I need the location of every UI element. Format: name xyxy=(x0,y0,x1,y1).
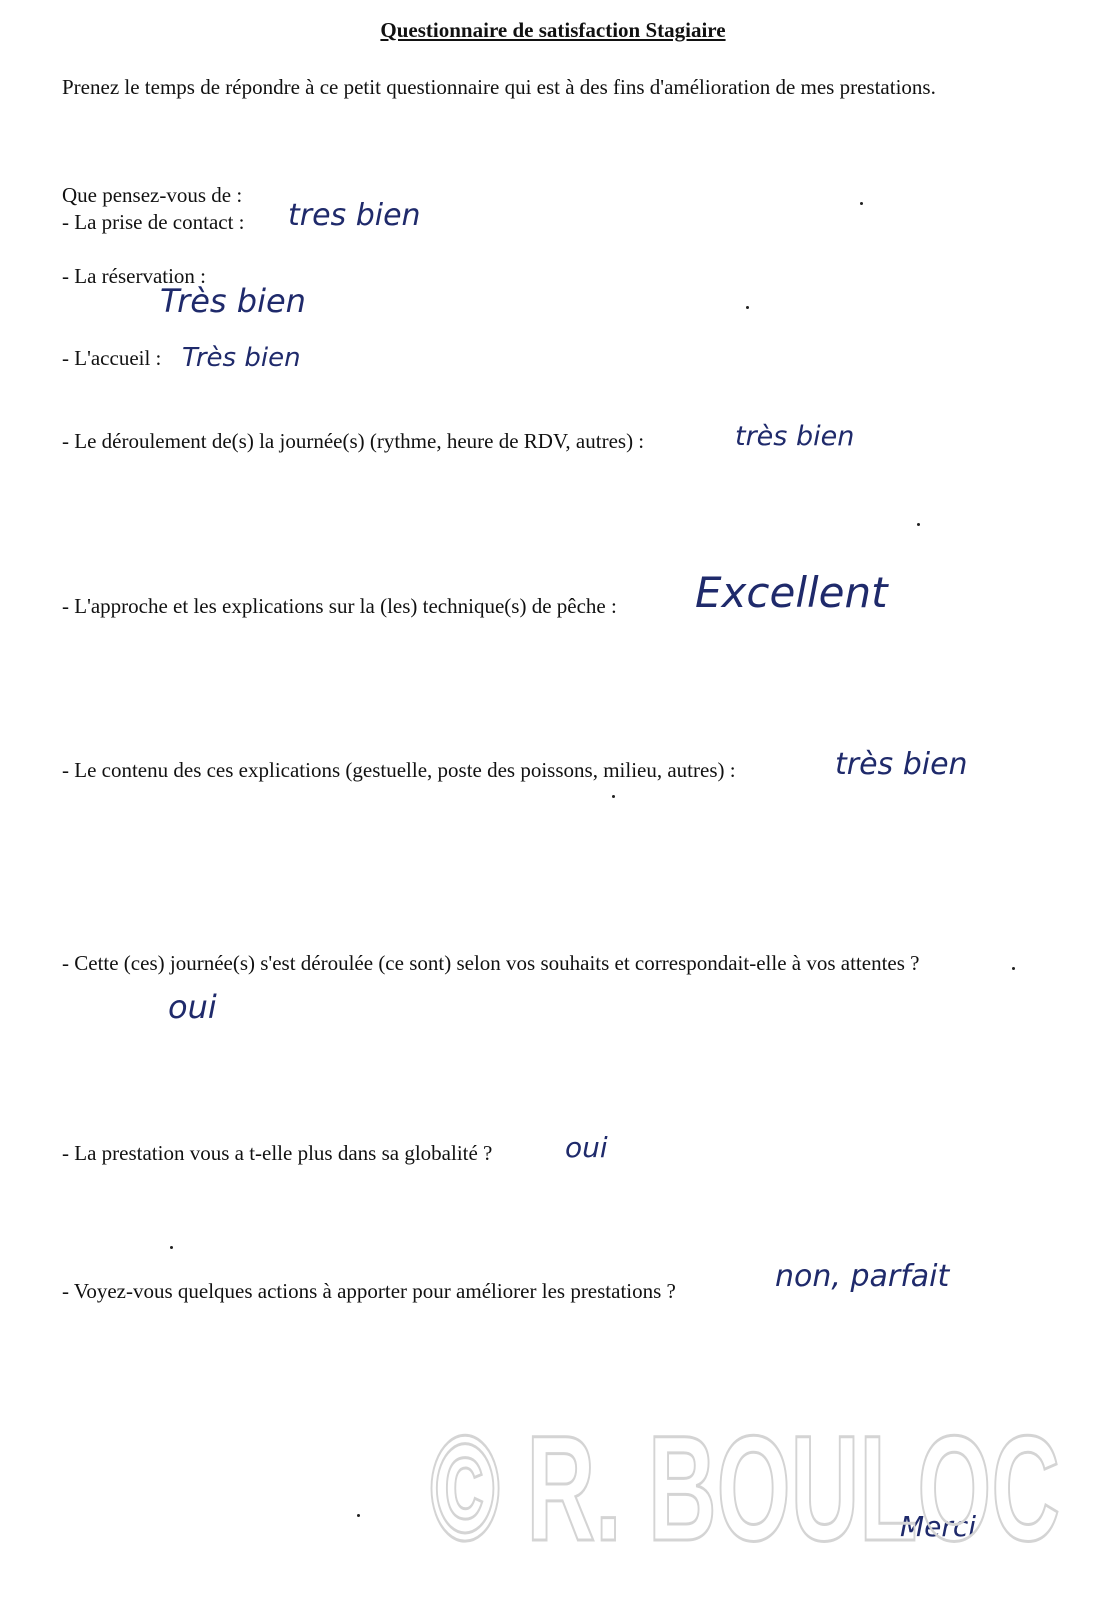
question-reservation: - La réservation : xyxy=(62,264,207,288)
answer-approche: Excellent xyxy=(695,568,888,617)
question-approche: - L'approche et les explications sur la (les) technique(s) de pêche : xyxy=(62,594,617,618)
svg-text:© R. BOULOC: © R. BOULOC xyxy=(430,1410,1060,1560)
document-title: Questionnaire de satisfaction Stagiaire xyxy=(380,18,726,42)
answer-accueil: Très bien xyxy=(182,343,301,373)
answer-globalite: oui xyxy=(565,1131,608,1164)
answer-prise-de-contact: tres bien xyxy=(288,198,421,233)
question-prise-de-contact: - La prise de contact : xyxy=(62,210,245,234)
question-deroulement: - Le déroulement de(s) la journée(s) (rythme, heure de RDV, autres) : xyxy=(62,429,645,453)
question-accueil: - L'accueil : xyxy=(62,346,162,370)
answer-souhaits: oui xyxy=(168,988,217,1026)
scan-speck xyxy=(746,306,749,309)
question-souhaits: - Cette (ces) journée(s) s'est déroulée (ce sont) selon vos souhaits et correspondait-elle à vos attentes ? xyxy=(62,951,920,975)
answer-ameliorations: non, parfait xyxy=(775,1259,950,1294)
intro-paragraph: Prenez le temps de répondre à ce petit questionnaire qui est à des fins d'amélioration de mes prestations. xyxy=(62,75,936,99)
scan-speck xyxy=(357,1514,360,1517)
scan-speck xyxy=(1012,967,1015,970)
handwritten-signature: Merci xyxy=(900,1510,977,1543)
scan-speck xyxy=(860,202,863,205)
scan-speck xyxy=(612,795,615,798)
question-ameliorations: - Voyez-vous quelques actions à apporter pour améliorer les prestations ? xyxy=(62,1279,676,1303)
copyright-watermark xyxy=(430,1410,1070,1560)
answer-contenu: très bien xyxy=(835,747,968,782)
lead-text: Que pensez-vous de : xyxy=(62,183,243,207)
answer-deroulement: très bien xyxy=(735,421,855,452)
question-globalite: - La prestation vous a t-elle plus dans sa globalité ? xyxy=(62,1141,493,1165)
scan-speck xyxy=(170,1246,173,1249)
answer-reservation: Très bien xyxy=(160,282,306,320)
scan-speck xyxy=(917,523,920,526)
question-contenu: - Le contenu des ces explications (gestuelle, poste des poissons, milieu, autres) : xyxy=(62,758,736,782)
